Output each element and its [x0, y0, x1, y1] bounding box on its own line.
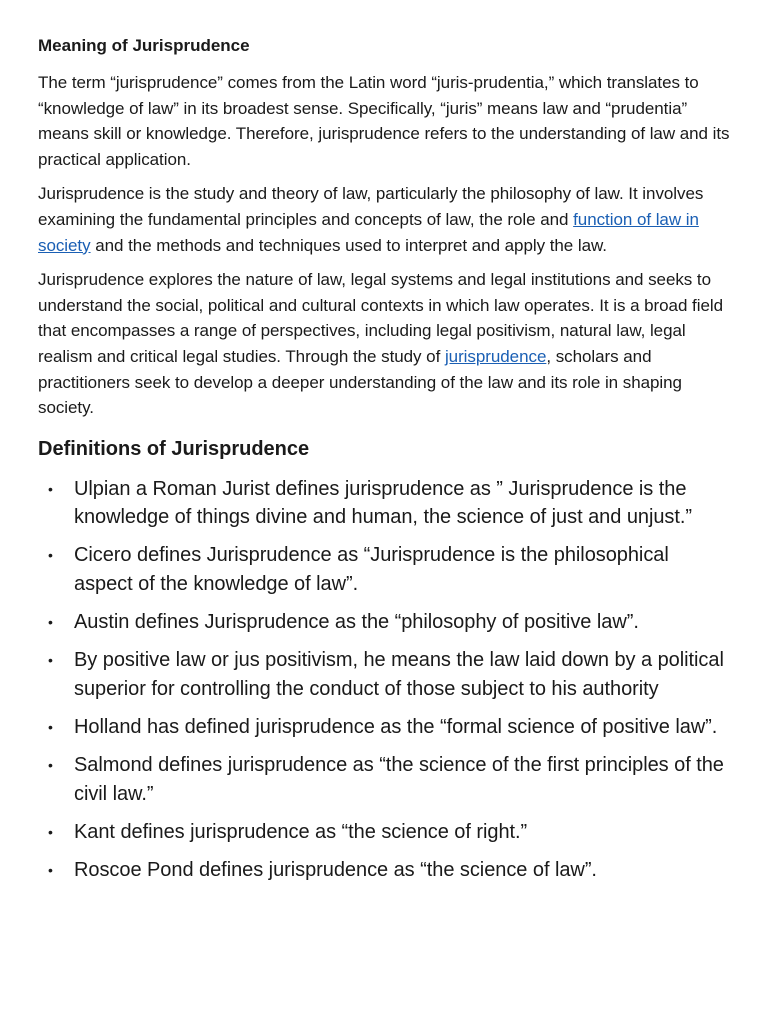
paragraph-text: Jurisprudence is the study and theory of law, particularly the philosophy of law. It involves examining the fundamental principles and concepts of law, the role and — [38, 184, 704, 229]
bullet-icon: • — [48, 652, 53, 669]
bullet-icon: • — [48, 861, 53, 878]
paragraph-text: and the methods and techniques used to interpret and apply the law. — [90, 235, 607, 255]
list-item-text: Holland has defined jurisprudence as the “formal science of positive law”. — [74, 715, 718, 738]
paragraph-nature-of-law — [38, 267, 730, 421]
jurisprudence-link[interactable]: jurisprudence — [444, 346, 547, 366]
meaning-heading: Meaning of Jurisprudence — [38, 36, 250, 55]
list-item-text: Ulpian a Roman Jurist defines jurisprudence as ” Jurisprudence is the knowledge of things divine and human, the science of just and unjust.” — [74, 477, 693, 529]
function-of-law-link[interactable]: function of law in society — [38, 209, 699, 255]
bullet-icon: • — [48, 480, 53, 497]
list-item-text: Salmond defines jurisprudence as “the science of the first principles of the civil law.” — [74, 753, 724, 805]
list-item — [38, 475, 730, 532]
list-item — [38, 541, 730, 598]
list-item — [38, 646, 730, 703]
list-item-text: Cicero defines Jurisprudence as “Jurisprudence is the philosophical aspect of the knowledge of law”. — [74, 544, 669, 595]
bullet-icon: • — [48, 614, 53, 631]
bullet-icon: • — [48, 547, 53, 564]
paragraph-text: Jurisprudence explores the nature of law, legal systems and legal institutions and seeks to understand the social, political and cultural contexts in which law operates. It is a broad field that encompasses a range of perspectives, including legal positivism, natural law, legal realism and critical legal studies. Through the study of — [38, 270, 723, 366]
paragraph-etymology: The term “jurisprudence” comes from the Latin word “juris-prudentia,” which translates to “knowledge of law” in its broadest sense. Specifically, “juris” means law and “prudentia” means skill or knowledge. Therefore, jurisprudence refers to the understanding of law and its practical application. — [38, 73, 730, 169]
list-item — [38, 818, 730, 847]
list-item — [38, 751, 730, 808]
list-item — [38, 856, 730, 885]
list-item-text: Austin defines Jurisprudence as the “philosophy of positive law”. — [74, 611, 639, 634]
paragraph-study-theory — [38, 181, 730, 258]
list-item-text: Roscoe Pond defines jurisprudence as “the science of law”. — [74, 858, 597, 881]
list-item-text: By positive law or jus positivism, he means the law laid down by a political superior for controlling the conduct of those subject to his authority — [74, 649, 724, 700]
definitions-heading: Definitions of Jurisprudence — [38, 437, 310, 460]
list-item-text: Kant defines jurisprudence as “the science of right.” — [74, 820, 528, 843]
bullet-icon: • — [48, 718, 53, 735]
paragraph-text: , scholars and practitioners seek to develop a deeper understanding of the law and its role in shaping society. — [38, 346, 682, 418]
list-item — [38, 608, 730, 637]
definitions-list — [38, 475, 730, 885]
bullet-icon: • — [48, 823, 53, 840]
bullet-icon: • — [48, 756, 53, 773]
list-item — [38, 713, 730, 742]
